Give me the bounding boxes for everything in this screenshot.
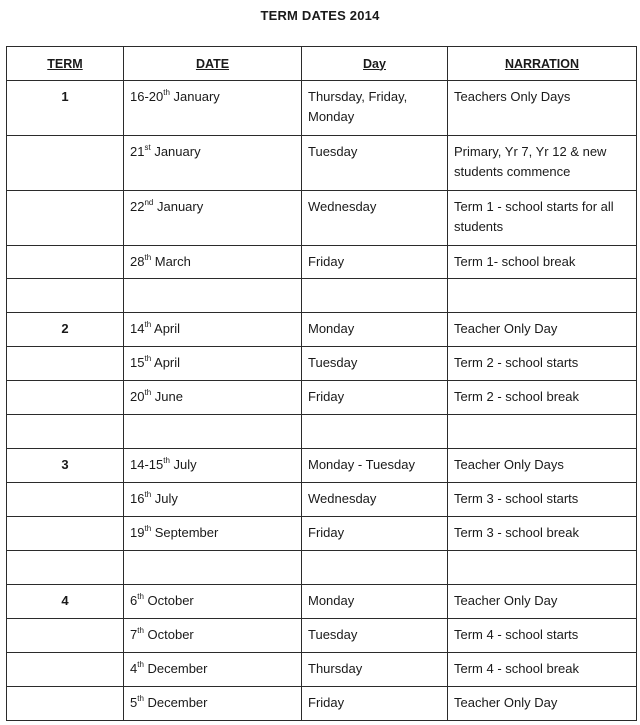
term-cell: [7, 347, 124, 381]
narration-cell: Primary, Yr 7, Yr 12 & new students commence: [448, 136, 637, 191]
day-cell: Monday: [302, 585, 448, 619]
date-cell: [124, 279, 302, 313]
table-row-spacer: [7, 415, 637, 449]
date-cell: 15th April: [124, 347, 302, 381]
narration-cell: Term 3 - school break: [448, 517, 637, 551]
day-cell: Wednesday: [302, 191, 448, 246]
table-row: [7, 517, 637, 551]
day-cell: Thursday: [302, 653, 448, 687]
table-row: [7, 347, 637, 381]
term-cell: [7, 246, 124, 279]
day-cell: [302, 279, 448, 313]
table-row: [7, 381, 637, 415]
day-cell: Friday: [302, 517, 448, 551]
day-cell: Friday: [302, 381, 448, 415]
date-cell: 16-20th January: [124, 81, 302, 136]
term-cell: [7, 551, 124, 585]
term-cell: [7, 483, 124, 517]
date-cell: 7th October: [124, 619, 302, 653]
narration-cell: [448, 551, 637, 585]
table-row: [7, 653, 637, 687]
date-cell: 14-15th July: [124, 449, 302, 483]
date-cell: 22nd January: [124, 191, 302, 246]
table-row: [7, 313, 637, 347]
header-narration: NARRATION: [448, 47, 637, 81]
term-cell: [7, 415, 124, 449]
narration-cell: Term 1 - school starts for all students: [448, 191, 637, 246]
term-cell: 4: [7, 585, 124, 619]
date-cell: [124, 551, 302, 585]
page-title: TERM DATES 2014: [260, 8, 380, 23]
term-cell: [7, 136, 124, 191]
term-cell: 2: [7, 313, 124, 347]
table-row: [7, 619, 637, 653]
narration-cell: Term 1- school break: [448, 246, 637, 279]
date-cell: 16th July: [124, 483, 302, 517]
table-row: [7, 687, 637, 721]
date-cell: 20th June: [124, 381, 302, 415]
narration-cell: [448, 415, 637, 449]
narration-cell: Teachers Only Days: [448, 81, 637, 136]
narration-cell: [448, 279, 637, 313]
header-term: TERM: [7, 47, 124, 81]
table-row: [7, 585, 637, 619]
day-cell: Thursday, Friday, Monday: [302, 81, 448, 136]
term-cell: [7, 381, 124, 415]
header-date: DATE: [124, 47, 302, 81]
term-cell: 3: [7, 449, 124, 483]
date-cell: 28th March: [124, 246, 302, 279]
table-row: [7, 81, 637, 136]
date-cell: 21st January: [124, 136, 302, 191]
date-cell: [124, 415, 302, 449]
narration-cell: Teacher Only Day: [448, 313, 637, 347]
table-row: [7, 136, 637, 191]
day-cell: Friday: [302, 687, 448, 721]
day-cell: Tuesday: [302, 619, 448, 653]
day-cell: [302, 415, 448, 449]
narration-cell: Teacher Only Days: [448, 449, 637, 483]
day-cell: [302, 551, 448, 585]
day-cell: Monday: [302, 313, 448, 347]
narration-cell: Term 2 - school starts: [448, 347, 637, 381]
term-cell: [7, 279, 124, 313]
term-cell: [7, 517, 124, 551]
narration-cell: Term 4 - school break: [448, 653, 637, 687]
term-dates-table: [6, 46, 637, 721]
term-cell: [7, 619, 124, 653]
table-row-spacer: [7, 551, 637, 585]
narration-cell: Teacher Only Day: [448, 585, 637, 619]
table-row: [7, 449, 637, 483]
date-cell: 4th December: [124, 653, 302, 687]
term-cell: [7, 191, 124, 246]
narration-cell: Term 2 - school break: [448, 381, 637, 415]
header-day: Day: [302, 47, 448, 81]
term-cell: [7, 653, 124, 687]
table-row-spacer: [7, 279, 637, 313]
table-row: [7, 483, 637, 517]
narration-cell: Teacher Only Day: [448, 687, 637, 721]
narration-cell: Term 4 - school starts: [448, 619, 637, 653]
day-cell: Tuesday: [302, 347, 448, 381]
day-cell: Monday - Tuesday: [302, 449, 448, 483]
day-cell: Wednesday: [302, 483, 448, 517]
term-cell: [7, 687, 124, 721]
term-cell: 1: [7, 81, 124, 136]
date-cell: 14th April: [124, 313, 302, 347]
table-row: [7, 246, 637, 279]
date-cell: 6th October: [124, 585, 302, 619]
table-row: [7, 191, 637, 246]
header-row: [7, 47, 637, 81]
date-cell: 5th December: [124, 687, 302, 721]
day-cell: Friday: [302, 246, 448, 279]
date-cell: 19th September: [124, 517, 302, 551]
day-cell: Tuesday: [302, 136, 448, 191]
narration-cell: Term 3 - school starts: [448, 483, 637, 517]
